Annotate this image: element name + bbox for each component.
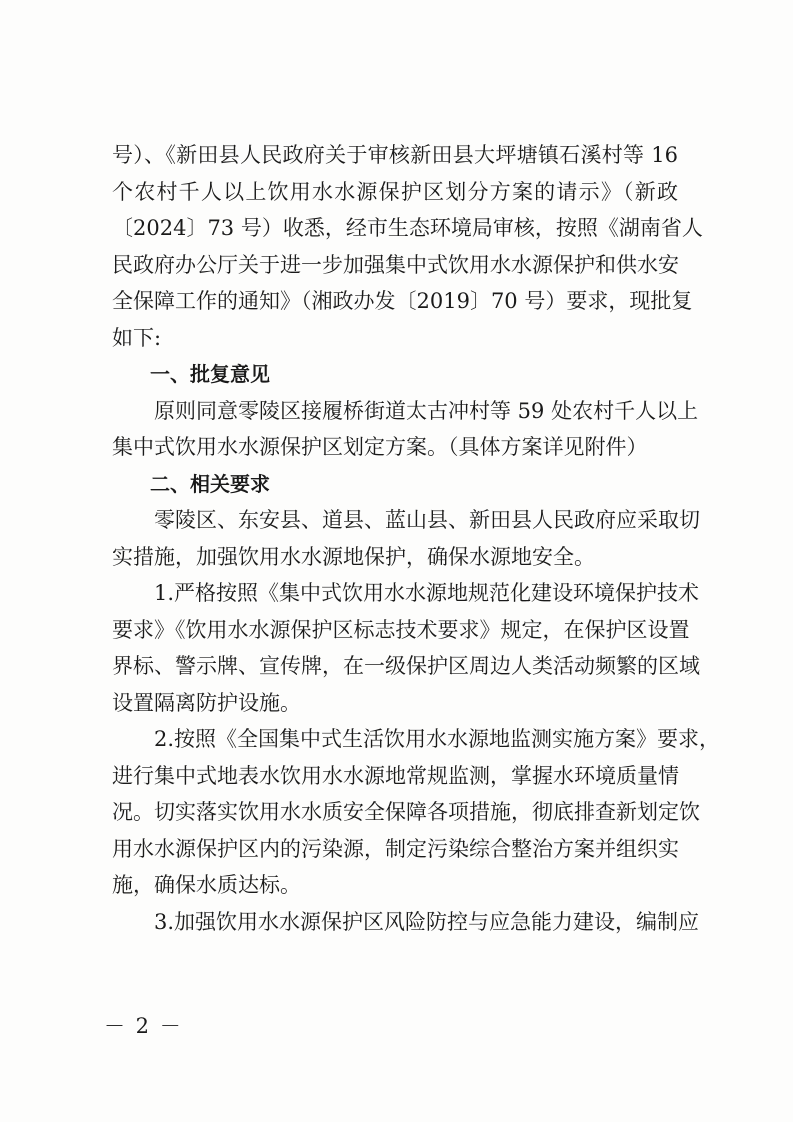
text-line: 民政府办公厅关于进一步加强集中式饮用水水源保护和供水安 <box>112 252 679 277</box>
page-number: － 2 － <box>104 1014 183 1038</box>
text-line: 实措施，加强饮用水水源地保护，确保水源地安全。 <box>112 544 595 569</box>
text-line: 1.严格按照《集中式饮用水水源地规范化建设环境保护技术 <box>154 581 700 605</box>
text-line: 号）、《新田县人民政府关于审核新田县大坪塘镇石溪村等 16 <box>112 143 678 167</box>
text-line: 原则同意零陵区接履桥街道太古冲村等 59 处农村千人以上 <box>154 398 699 423</box>
text-line: 集中式饮用水水源保护区划定方案。（具体方案详见附件） <box>112 435 648 459</box>
text-line: 要求》《饮用水水源保护区标志技术要求》规定，在保护区设置 <box>112 617 690 642</box>
text-line: 用水水源保护区内的污染源，制定污染综合整治方案并组织实 <box>112 836 679 861</box>
text-line: 界标、警示牌、宣传牌，在一级保护区周边人类活动频繁的区域 <box>112 654 700 678</box>
text-line: 况。切实落实饮用水水质安全保障各项措施，彻底排查新划定饮 <box>112 800 700 824</box>
section-heading-requirements: 二、相关要求 <box>150 471 270 496</box>
text-line: 施，确保水质达标。 <box>112 873 301 897</box>
text-line: 设置隔离防护设施。 <box>112 690 301 715</box>
text-line: 如下: <box>112 325 162 350</box>
text-line: 个农村千人以上饮用水水源保护区划分方案的请示》（新政 <box>112 179 678 204</box>
text-line: 3.加强饮用水水源保护区风险防控与应急能力建设，编制应 <box>154 909 700 934</box>
document-body <box>112 137 721 940</box>
text-line: 2.按照《全国集中式生活饮用水水源地监测实施方案》要求， <box>154 727 721 751</box>
text-line: 零陵区、东安县、道县、蓝山县、新田县人民政府应采取切 <box>154 508 700 532</box>
section-heading-approval: 一、批复意见 <box>150 362 270 386</box>
text-line: 全保障工作的通知》（湘政办发〔2019〕70 号）要求，现批复 <box>112 289 693 313</box>
text-line: 进行集中式地表水饮用水水源地常规监测，掌握水环境质量情 <box>112 763 679 788</box>
text-line: 〔2024〕73 号）收悉，经市生态环境局审核，按照《湖南省人 <box>112 216 703 240</box>
